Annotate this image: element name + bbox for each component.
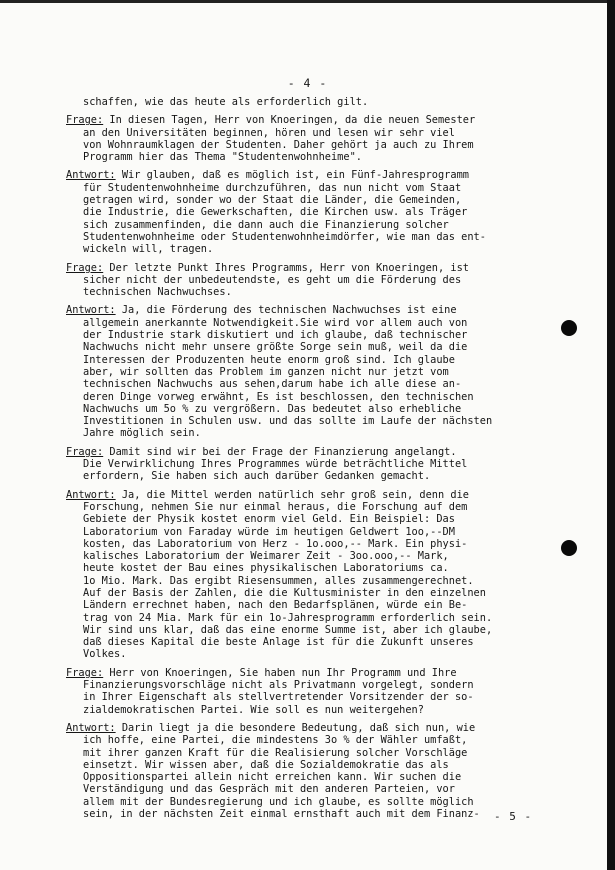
interview-transcript [66,96,556,820]
block-line: erfordern, Sie haben sich auch darüber Gedanken gemacht. [83,470,431,483]
block-line: Laboratorium von Faraday würde im heutigen Geldwert 1oo,--DM [83,525,455,538]
punch-hole-lower [561,540,577,556]
block-line: Nachwuchs nicht mehr unsere größte Sorge sein muß, weil da die [83,341,468,354]
block-line: technischen Nachwuchses. [83,286,232,299]
block-line: einsetzt. Wir wissen aber, daß die Sozialdemokratie das als [83,758,449,771]
interview-block [66,489,556,661]
block-line: heute kostet der Bau eines physikalischen Laboratoriums ca. [83,562,449,575]
answer-label: Antwort: [66,721,116,734]
block-line: deren Dinge vorweg erwähnt, Es ist beschlossen, den technischen [83,390,474,403]
interview-block [66,722,556,820]
block-line: Interessen der Produzenten heute enorm groß sind. Ich glaube [83,353,455,366]
block-line: Investitionen in Schulen usw. und das sollte im Laufe der nächsten [83,415,493,428]
block-first-line: Herr von Knoeringen, Sie haben nun Ihr Programm und Ihre [109,666,457,679]
interview-block [66,114,556,163]
scan-edge-right [607,0,615,870]
block-line: allem mit der Bundesregierung und ich glaube, es sollte möglich [83,795,474,808]
block-first-line: Darin liegt ja die besondere Bedeutung, daß sich nun, wie [121,721,476,734]
block-line: der Industrie stark diskutiert und ich glaube, daß technischer [83,329,468,342]
block-line: kalisches Laboratorium der Weimarer Zeit - 3oo.ooo,-- Mark, [83,550,449,563]
answer-label: Antwort: [66,169,116,182]
block-line: aber, wir sollten das Problem im ganzen nicht nur jetzt vom [83,365,449,378]
block-line: technischen Nachwuchs aus sehen,darum habe ich alle diese an- [83,378,462,391]
block-line: in Ihrer Eigenschaft als stellvertretender Vorsitzender der so- [83,691,474,704]
block-line: Programm hier das Thema "Studentenwohnheime". [83,151,362,164]
answer-label: Antwort: [66,304,116,317]
block-line: Verständigung und das Gespräch mit den anderen Parteien, vor [83,783,455,796]
block-first-line: Der letzte Punkt Ihres Programms, Herr von Knoeringen, ist [109,261,469,274]
block-line: Jahre möglich sein. [83,427,201,440]
block-line: Die Verwirklichung Ihres Programmes würde beträchtliche Mittel [83,458,468,471]
block-line: sein, in der nächsten Zeit einmal ernsthaft auch mit dem Finanz- [83,808,480,821]
lead-line: schaffen, wie das heute als erforderlich gilt. [83,96,369,108]
block-line: daß dieses Kapital die beste Anlage ist für die Zukunft unseres [83,636,474,649]
block-line: Studentenwohnheime oder Studentenwohnheimdörfer, wie man das ent- [83,230,486,243]
scan-edge-top [0,0,615,3]
block-line: Wir sind uns klar, daß das eine enorme Summe ist, aber ich glaube, [83,623,493,636]
interview-block [66,304,556,439]
answer-label: Antwort: [66,488,116,501]
block-line: Ländern errechnet haben, nach den Bedarfsplänen, würde ein Be- [83,599,468,612]
page-number: - 4 - [287,76,328,90]
block-line: allgemein anerkannte Notwendigkeit.Sie wird vor allem auch von [83,316,468,329]
block-line: Nachwuchs um 5o % zu vergrößern. Das bedeutet also erhebliche [83,402,462,415]
block-line: Forschung, nehmen Sie nur einmal heraus, die Forschung auf dem [83,500,468,513]
block-line: sicher nicht der unbedeutendste, es geht um die Förderung des [83,273,462,286]
block-first-line: Ja, die Förderung des technischen Nachwuchses ist eine [121,304,457,317]
block-line: 1o Mio. Mark. Das ergibt Riesensummen, alles zusammengerechnet. [83,574,474,587]
block-line: getragen wird, sonder wo der Staat die Länder, die Gemeinden, [83,194,462,207]
next-page-marker: - 5 - [494,810,533,823]
interview-block [66,446,556,483]
interview-block [66,169,556,255]
question-label: Frage: [66,445,104,458]
question-label: Frage: [66,666,104,679]
interview-block [66,262,556,299]
block-line: sich zusammenfinden, die dann auch die Finanzierung solcher [83,218,449,231]
block-line: kosten, das Laboratorium von Herz - 1o.ooo,-- Mark. Ein physi- [83,537,468,550]
block-line: trag von 24 Mia. Mark für ein 1o-Jahresprogramm erforderlich sein. [83,611,493,624]
interview-block [66,667,556,716]
block-first-line: Ja, die Mittel werden natürlich sehr groß sein, denn die [121,488,469,501]
punch-hole-upper [561,320,577,336]
block-line: wickeln will, tragen. [83,243,214,256]
block-line: an den Universitäten beginnen, hören und lesen wir sehr viel [83,126,455,139]
block-line: Gebiete der Physik kostet enorm viel Geld. Ein Beispiel: Das [83,513,455,526]
block-line: Finanzierungsvorschläge nicht als Privatmann vorgelegt, sondern [83,679,474,692]
block-line: für Studentenwohnheime durchzuführen, das nun nicht vom Staat [83,181,462,194]
block-line: Auf der Basis der Zahlen, die die Kultusminister in den einzelnen [83,586,486,599]
block-first-line: Damit sind wir bei der Frage der Finanzierung angelangt. [109,445,457,458]
block-first-line: Wir glauben, daß es möglich ist, ein Fünf-Jahresprogramm [121,169,469,182]
block-line: Volkes. [83,648,127,661]
question-label: Frage: [66,114,104,127]
block-line: ich hoffe, eine Partei, die mindestens 3o % der Wähler umfaßt, [83,734,468,747]
block-line: mit ihrer ganzen Kraft für die Realisierung solcher Vorschläge [83,746,468,759]
block-line: von Wohnraumklagen der Studenten. Daher gehört ja auch zu Ihrem [83,138,474,151]
block-line: Oppositionspartei allein nicht erreichen kann. Wir suchen die [83,771,462,784]
question-label: Frage: [66,261,104,274]
block-first-line: In diesen Tagen, Herr von Knoeringen, da die neuen Semester [109,114,476,127]
block-line: zialdemokratischen Partei. Wie soll es nun weitergehen? [83,703,424,716]
block-line: die Industrie, die Gewerkschaften, die Kirchen usw. als Träger [83,206,468,219]
